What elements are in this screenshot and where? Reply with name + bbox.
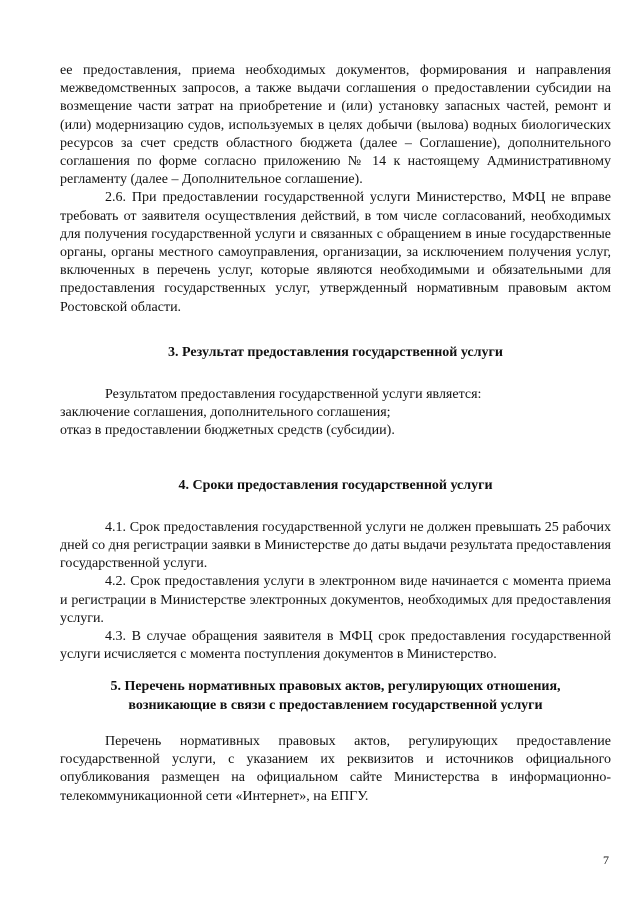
- section-3-lead: Результатом предоставления государственной услуги является:: [105, 387, 482, 403]
- paragraph-2-6: 2.6. При предоставлении государственной услуги Министерство, МФЦ не вправе требовать от заявителя осуществления действий, в том числе согласований, необходимых для получения государственной услуги и связанных с обращением в иные государственные органы, органы местного самоуправления, организации, за исключением получения услуг, включенных в перечень услуг, которые являются необходимыми и обязательными для предоставления государственных услуг, утвержденный нормативным правовым актом Ростовской области.: [60, 190, 611, 315]
- intro-paragraph: ее предоставления, приема необходимых документов, формирования и направления межведомственных запросов, а также выдачи соглашения о предоставлении субсидии на возмещение части затрат на приобретение и (или) установку запасных частей, ремонт и (или) модернизацию судов, используемых в целях добычи (вылова) водных биологических ресурсов за счет средств областного бюджета (далее – Соглашение), дополнительного соглашения по форме согласно приложению № 14 к настоящему Административному регламенту (далее – Дополнительное соглашение).: [60, 63, 611, 188]
- section-3-item-1: заключение соглашения, дополнительного соглашения;: [60, 405, 391, 421]
- section-5-heading-line-1: 5. Перечень нормативных правовых актов, регулирующих отношения,: [110, 679, 561, 695]
- section-4-body: [60, 519, 611, 665]
- paragraph-5-1: Перечень нормативных правовых актов, регулирующих предоставление государственной услуги, с указанием их реквизитов и источников официального опубликования размещен на официальном сайте Министерства в информационно-телекоммуникационной сети «Интернет», на ЕПГУ.: [60, 733, 611, 804]
- page-number: 7: [603, 853, 609, 867]
- paragraph-4-3: 4.3. В случае обращения заявителя в МФЦ срок предоставления государственной услуги исчисляется с момента поступления документов в Министерство.: [60, 629, 611, 663]
- section-5-heading: [60, 678, 611, 714]
- section-3-item-2: отказ в предоставлении бюджетных средств (субсидии).: [60, 423, 395, 439]
- section-3-body: [60, 386, 611, 441]
- section-3-heading: 3. Результат предоставления государственной услуги: [168, 344, 503, 360]
- section-5-heading-line-2: возникающие в связи с предоставлением государственной услуги: [128, 697, 543, 713]
- paragraph-4-2: 4.2. Срок предоставления услуги в электронном виде начинается с момента приема и регистрации в Министерстве электронных документов, необходимых для предоставления услуги.: [60, 574, 611, 626]
- paragraph-4-1: 4.1. Срок предоставления государственной услуги не должен превышать 25 рабочих дней со дня регистрации заявки в Министерстве до даты выдачи результата предоставления государственной услуги.: [60, 519, 611, 572]
- page-content: [60, 62, 611, 806]
- section-4-heading: 4. Сроки предоставления государственной услуги: [178, 477, 493, 493]
- section-5-body: [60, 733, 611, 806]
